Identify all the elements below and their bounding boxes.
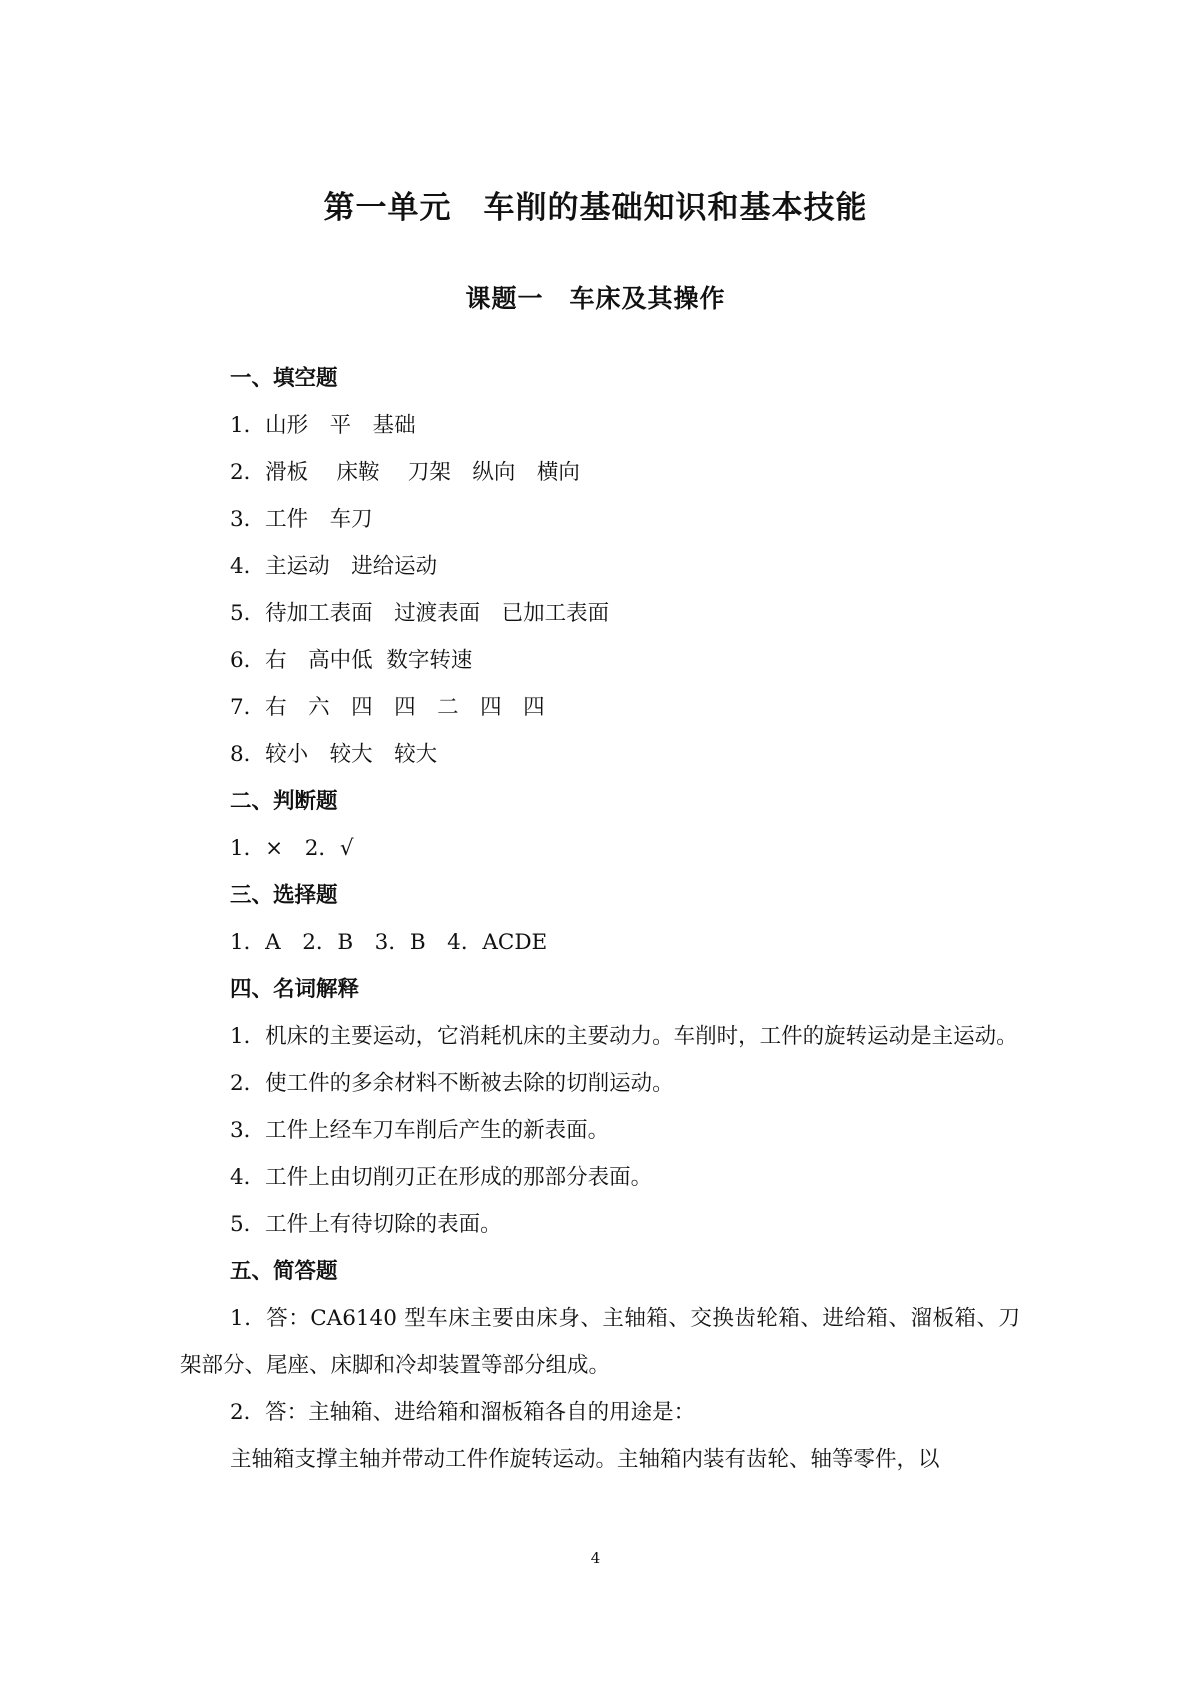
section-heading-terms: 四、名词解释 xyxy=(230,977,360,1002)
page-number: 4 xyxy=(590,1549,601,1567)
section-heading-true-false: 二、判断题 xyxy=(230,789,338,814)
term-item: 5．工件上有待切除的表面。 xyxy=(230,1212,502,1237)
term-item: 2．使工件的多余材料不断被去除的切削运动。 xyxy=(230,1071,674,1096)
short-answer-item: 1．答：CA6140 型车床主要由床身、主轴箱、交换齿轮箱、进给箱、溜板箱、刀架部分、尾座、床脚和冷却装置等部分组成。 xyxy=(180,1306,1020,1378)
fill-blank-item: 8．较小 较大 较大 xyxy=(230,742,438,767)
short-answer-item: 2．答：主轴箱、进给箱和溜板箱各自的用途是： xyxy=(230,1400,696,1425)
unit-title: 第一单元 车削的基础知识和基本技能 xyxy=(323,190,868,226)
term-item: 4．工件上由切削刃正在形成的那部分表面。 xyxy=(230,1165,653,1190)
true-false-item: 1．× 2．√ xyxy=(230,836,354,861)
fill-blank-item: 5．待加工表面 过渡表面 已加工表面 xyxy=(230,601,610,626)
fill-blank-item: 4．主运动 进给运动 xyxy=(230,554,438,579)
lesson-title: 课题一 车床及其操作 xyxy=(465,284,726,313)
answer-content xyxy=(180,355,1020,1483)
section-heading-fill-blank: 一、填空题 xyxy=(230,366,338,391)
section-heading-choice: 三、选择题 xyxy=(230,883,338,908)
section-heading-short-answer: 五、简答题 xyxy=(230,1259,338,1284)
fill-blank-item: 3．工件 车刀 xyxy=(230,507,373,532)
choice-item: 1．A 2．B 3．B 4．ACDE xyxy=(230,930,548,955)
fill-blank-item: 7．右 六 四 四 二 四 四 xyxy=(230,695,545,720)
fill-blank-item: 6．右 高中低 数字转速 xyxy=(230,648,473,673)
fill-blank-item: 1．山形 平 基础 xyxy=(230,413,416,438)
term-item: 3．工件上经车刀车削后产生的新表面。 xyxy=(230,1118,610,1143)
term-item: 1．机床的主要运动，它消耗机床的主要动力。车削时，工件的旋转运动是主运动。 xyxy=(230,1024,1018,1049)
fill-blank-item: 2．滑板 床鞍 刀架 纵向 横向 xyxy=(230,460,580,485)
short-answer-item: 主轴箱支撑主轴并带动工件作旋转运动。主轴箱内装有齿轮、轴等零件，以 xyxy=(230,1447,940,1472)
